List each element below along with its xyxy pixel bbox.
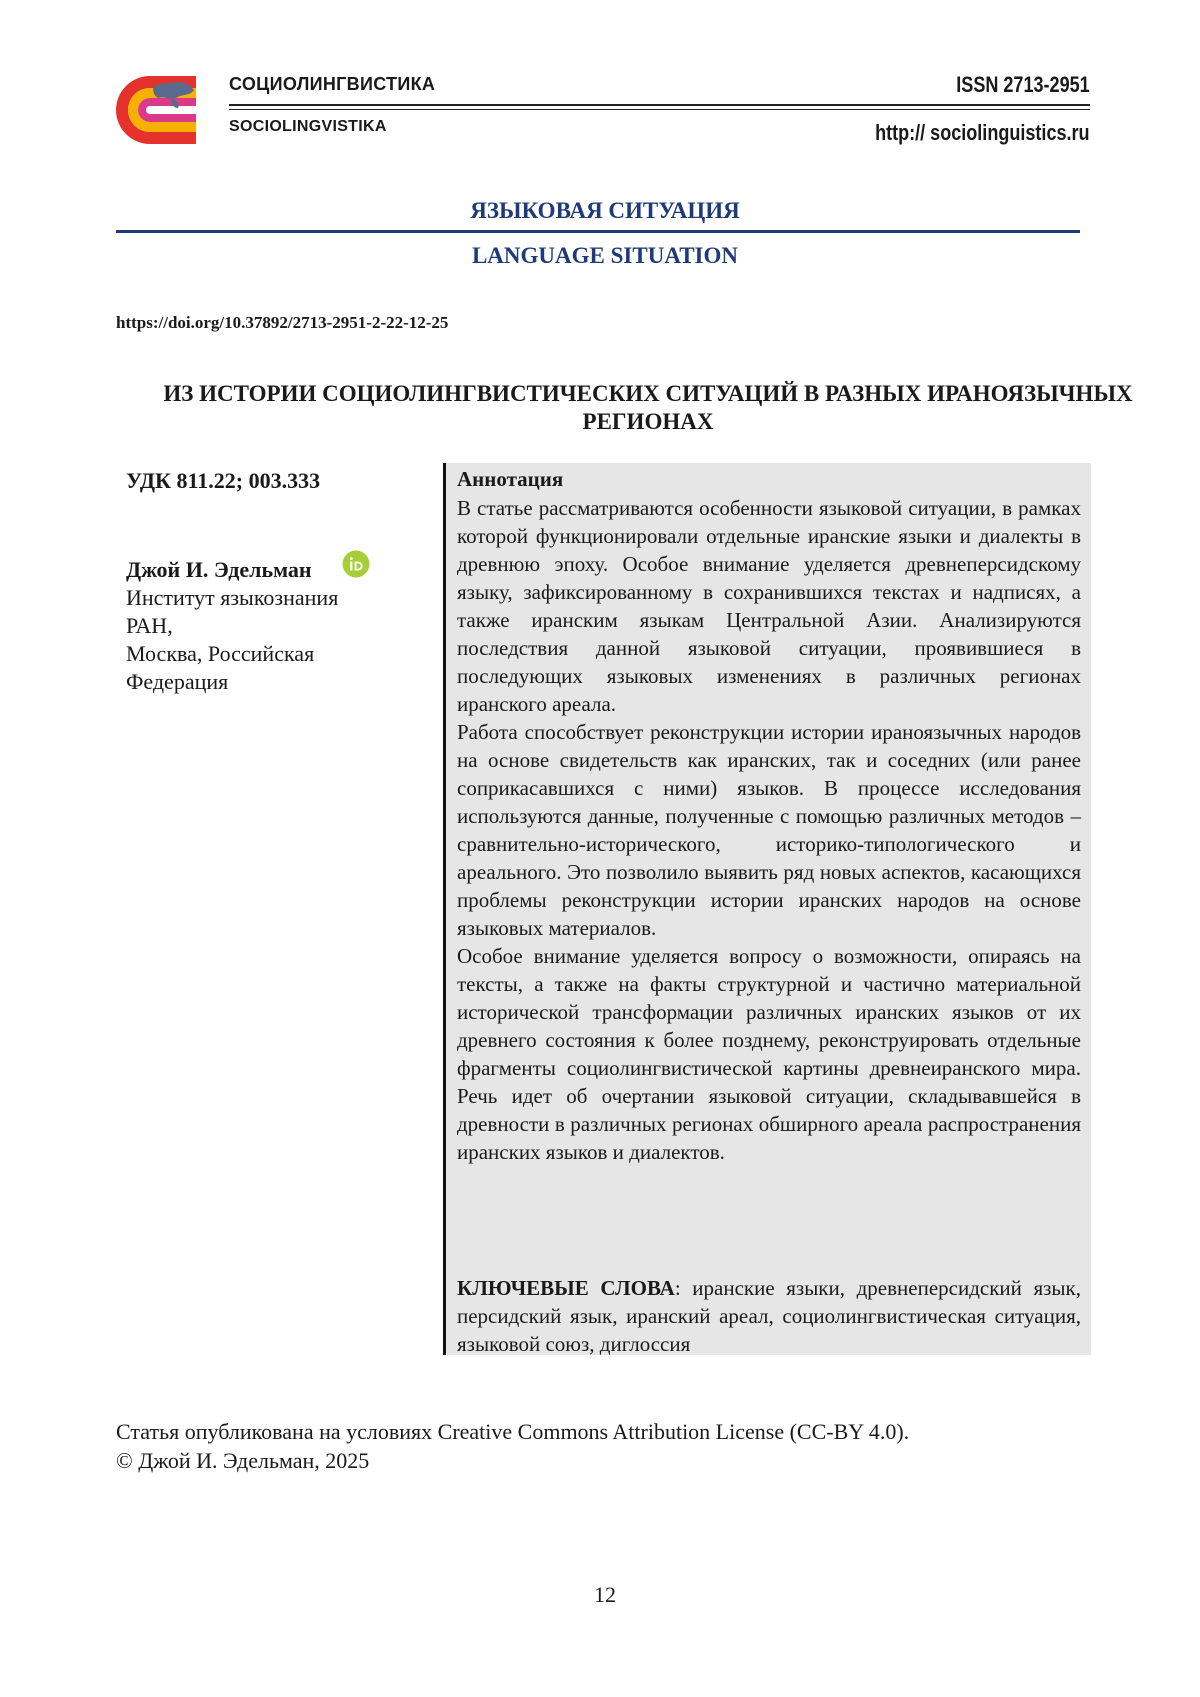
header-rule [229, 104, 1090, 106]
section-rule [116, 230, 1080, 233]
section-title-ru: ЯЗЫКОВАЯ СИТУАЦИЯ [470, 198, 740, 223]
header-rule-thin [229, 109, 1090, 110]
section-title-en: LANGUAGE SITUATION [471, 243, 739, 268]
orcid-icon[interactable] [342, 550, 370, 578]
journal-url[interactable]: http:// sociolinguistics.ru [875, 120, 1090, 145]
issn: ISSN 2713-2951 [956, 72, 1090, 97]
affiliation-line: Москва, Российская [126, 641, 315, 666]
journal-name-ru: СОЦИОЛИНГВИСТИКА [229, 74, 436, 94]
page-number: 12 [594, 1582, 616, 1607]
author-affiliation [126, 584, 386, 696]
udk-code: УДК 811.22; 003.333 [126, 468, 321, 493]
logo-graphic [110, 72, 210, 148]
license-note: Статья опубликована на условиях Creative Commons Attribution License (CC-BY 4.0). [116, 1419, 910, 1444]
doi-link[interactable]: https://doi.org/10.37892/2713-2951-2-22-12-25 [116, 313, 449, 332]
article-title: ИЗ ИСТОРИИ СОЦИОЛИНГВИСТИЧЕСКИХ СИТУАЦИЙ В РАЗНЫХ ИРАНОЯЗЫЧНЫХ РЕГИОНАХ [163, 381, 1133, 434]
journal-name-en: SOCIOLINGVISTIKA [229, 118, 387, 135]
copyright-note: © Джой И. Эдельман, 2025 [116, 1448, 370, 1473]
abstract-paragraph: Работа способствует реконструкции истории ираноязычных народов на основе свидетельств как иранских, так и соседних (или ранее соприкасавшихся с ними) языков. В процессе исследования используются данные, полученные с помощью различных методов – сравнительно-исторического, историко-типологического и ареального. Это позволило выявить ряд новых аспектов, касающихся проблемы реконструкции истории иранских народов на основе языковых материалов. [457, 720, 1081, 940]
affiliation-line: Федерация [126, 669, 229, 694]
affiliation-line: РАН, [126, 613, 173, 638]
affiliation-line: Институт языкознания [126, 585, 339, 610]
author-name: Джой И. Эдельман [126, 557, 312, 582]
keywords-text: : иранские языки, древнеперсидский язык, персидский язык, иранский ареал, социолингвистическая ситуация, языковой союз, диглоссия [457, 1276, 1081, 1356]
abstract-paragraph: Особое внимание уделяется вопросу о возможности, опираясь на тексты, а также на факты структурной и частично материальной исторической трансформации различных иранских языков от их древнего состояния к более позднему, реконструировать отдельные фрагменты социолингвистической картины древнеиранского мира. Речь идет об очертании языковой ситуации, складывавшейся в древности в различных регионах обширного ареала распространения иранских языков и диалектов. [457, 944, 1081, 1164]
abstract-body [457, 494, 1081, 1166]
journal-logo [110, 72, 210, 148]
keywords-label: КЛЮЧЕВЫЕ СЛОВА [457, 1276, 675, 1300]
abstract-heading: Аннотация [457, 467, 564, 491]
abstract-panel-bar [443, 463, 446, 1355]
abstract-paragraph: В статье рассматриваются особенности языковой ситуации, в рамках которой функционировали отдельные иранские языки и диалекты в древнюю эпоху. Особое внимание уделяется древнеперсидскому языку, зафиксированному в сохранившихся текстах и надписях, а также иранским языкам Центральной Азии. Анализируются последствия данной языковой ситуации, проявившиеся в последующих языковых изменениях в различных регионах иранского ареала. [457, 496, 1081, 716]
keywords [457, 1274, 1081, 1358]
